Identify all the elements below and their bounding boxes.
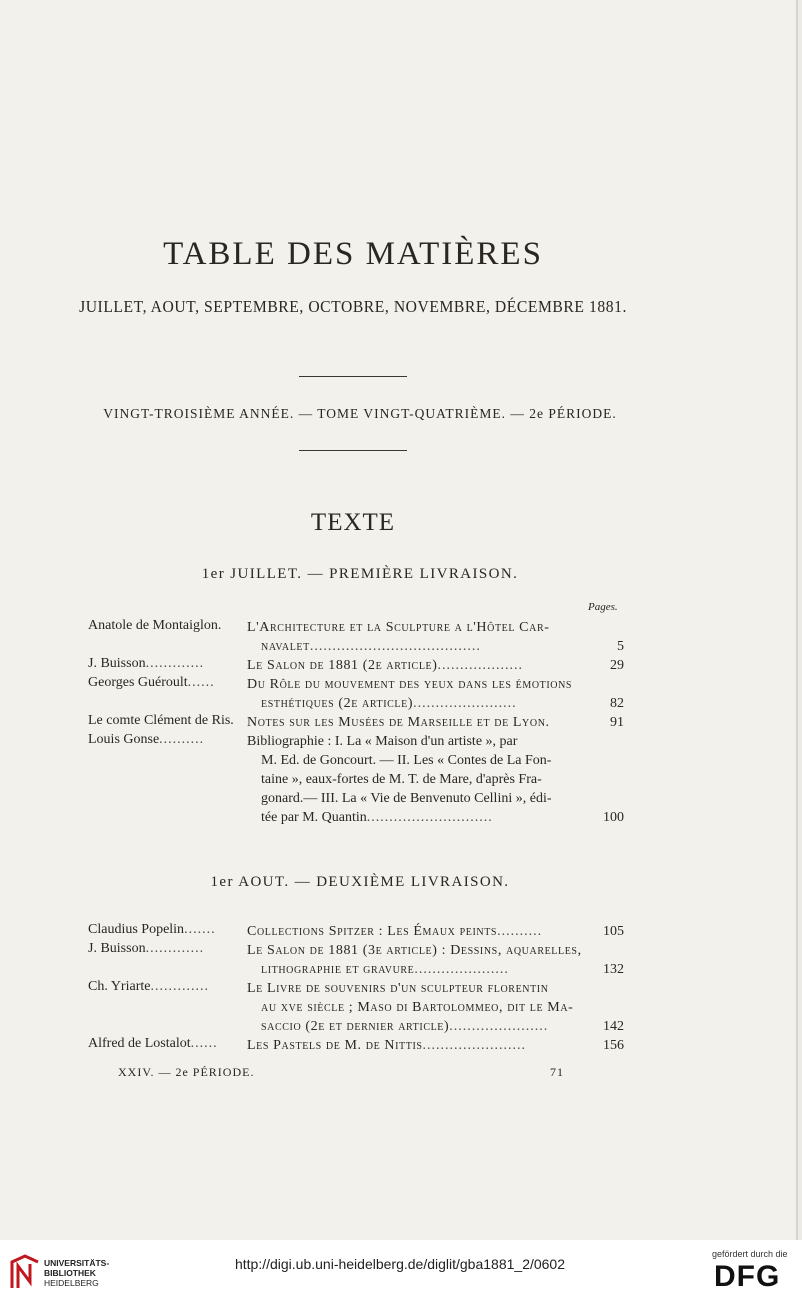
entry-author [88, 656, 236, 672]
funding-note: gefördert durch die [712, 1249, 788, 1259]
leader-dots: .......... [159, 732, 205, 747]
leader-dots: ....... [184, 922, 216, 937]
leader-dots: ...... [187, 675, 215, 690]
library-name [44, 1258, 109, 1288]
article-title-line [247, 694, 587, 713]
leader-dots: ...... [190, 1036, 218, 1051]
author-name: Ch. Yriarte [88, 979, 151, 994]
leader-dots: ...................... [449, 1019, 549, 1034]
article-title-text: tée par M. Quantin [261, 810, 367, 825]
entry-article [247, 941, 587, 979]
leader-dots: ..................... [414, 962, 509, 977]
signature-text: XXIV. — 2e PÉRIODE. [118, 1065, 255, 1079]
viewer-footer-bar [0, 1240, 802, 1301]
article-title-line: gonard.— III. La « Vie de Benvenuto Cellini », édi- [261, 791, 552, 806]
entry-page-number: 29 [610, 658, 624, 673]
entry-author [88, 732, 236, 748]
divider-bottom [299, 450, 407, 451]
article-title-line: au xve siècle ; Maso di Bartolommeo, dit le Ma- [261, 1000, 574, 1015]
entry-article [247, 618, 587, 656]
leader-dots: ............. [145, 941, 205, 956]
entry-page-number: 82 [610, 696, 624, 711]
library-name-line: BIBLIOTHEK [44, 1268, 96, 1278]
leader-dots: ....................... [422, 1038, 527, 1053]
divider-top [299, 376, 407, 377]
entry-author: Le comte Clément de Ris. [88, 713, 234, 728]
entry-page-number: 5 [617, 639, 624, 654]
library-name-line: UNIVERSITÄTS- [44, 1258, 110, 1268]
entry-article [247, 732, 587, 827]
pages-label: Pages. [588, 601, 618, 613]
printer-signature [118, 1064, 578, 1080]
article-title-text: navalet [261, 639, 310, 654]
article-title-text: esthétiques (2e article) [261, 696, 414, 711]
leader-dots: .......... [497, 924, 543, 939]
sheet-number: 71 [550, 1065, 564, 1079]
author-name: Louis Gonse [88, 732, 160, 747]
dfg-logo[interactable]: DFG [714, 1260, 781, 1293]
article-title-text: Les Pastels de M. de Nittis [247, 1038, 423, 1053]
article-title-line: Bibliographie : I. La « Maison d'un artiste », par [247, 734, 518, 749]
leader-dots: ................... [437, 658, 523, 673]
entry-page-number: 100 [603, 810, 624, 825]
article-title-line: L'Architecture et la Sculpture a l'Hôtel Car- [247, 620, 550, 635]
library-name-line: HEIDELBERG [44, 1278, 99, 1288]
entry-author [88, 1036, 236, 1052]
section-title: TEXTE [310, 509, 396, 536]
article-title-text: Collections Spitzer : Les Émaux peints [247, 924, 498, 939]
entry-article [247, 656, 587, 675]
page-subtitle: JUILLET, AOUT, SEPTEMBRE, OCTOBRE, NOVEMBRE, DÉCEMBRE 1881. [79, 297, 627, 316]
article-title-line [247, 656, 587, 675]
livraison-heading-1: 1er JUILLET. — PREMIÈRE LIVRAISON. [201, 566, 519, 582]
leader-dots: ............. [145, 656, 205, 671]
permalink-url[interactable]: http://digi.ub.uni-heidelberg.de/diglit/gba1881_2/0602 [234, 1256, 566, 1272]
entry-article [247, 922, 587, 941]
leader-dots: ............................ [366, 810, 493, 825]
entry-article [247, 1036, 587, 1055]
entry-author [88, 922, 236, 938]
article-title-line: Le Livre de souvenirs d'un sculpteur florentin [247, 981, 549, 996]
article-title-text: saccio (2e et dernier article) [261, 1019, 450, 1034]
entry-article [247, 979, 587, 1036]
article-title-line: M. Ed. de Goncourt. — II. Les « Contes de La Fon- [261, 753, 552, 768]
entry-page-number: 91 [610, 715, 624, 730]
author-name: J. Buisson [88, 941, 146, 956]
entry-article [247, 675, 587, 713]
article-title-line [247, 637, 587, 656]
article-title-line: taine », eaux-fortes de M. T. de Mare, d'après Fra- [261, 772, 542, 787]
article-title-line [247, 960, 587, 979]
entry-page-number: 132 [603, 962, 624, 977]
article-title-line: Du Rôle du mouvement des yeux dans les émotions [247, 677, 573, 692]
author-name: J. Buisson [88, 656, 146, 671]
leader-dots: ...................................... [309, 639, 481, 654]
page-title: TABLE DES MATIÈRES [163, 236, 543, 272]
leader-dots: ............. [150, 979, 209, 994]
article-title-text: Le Salon de 1881 (2e article) [247, 658, 438, 673]
entry-page-number: 156 [603, 1038, 624, 1053]
leader-dots: ....................... [413, 696, 517, 711]
livraison-heading-2: 1er AOUT. — DEUXIÈME LIVRAISON. [210, 874, 510, 890]
entry-author [88, 979, 236, 995]
entry-author [88, 675, 236, 691]
author-name: Claudius Popelin [88, 922, 185, 937]
issue-line: VINGT-TROISIÈME ANNÉE. — TOME VINGT-QUATRIÈME. — 2e PÉRIODE. [103, 406, 617, 421]
article-title-line [247, 808, 587, 827]
article-title-line: Notes sur les Musées de Marseille et de Lyon. [247, 715, 550, 730]
entry-page-number: 105 [603, 924, 624, 939]
author-name: Alfred de Lostalot [88, 1036, 191, 1051]
article-title-line: Le Salon de 1881 (3e article) : Dessins, aquarelles, [247, 943, 582, 958]
article-title-line [247, 1036, 587, 1055]
entry-author [88, 941, 236, 957]
library-emblem-icon [8, 1252, 42, 1292]
entry-article [247, 713, 587, 732]
article-title-line [247, 1017, 587, 1036]
article-title-text: lithographie et gravure [261, 962, 415, 977]
entry-page-number: 142 [603, 1019, 624, 1034]
entry-author: Anatole de Montaiglon. [88, 618, 222, 633]
author-name: Georges Guéroult [88, 675, 188, 690]
article-title-line [247, 922, 587, 941]
